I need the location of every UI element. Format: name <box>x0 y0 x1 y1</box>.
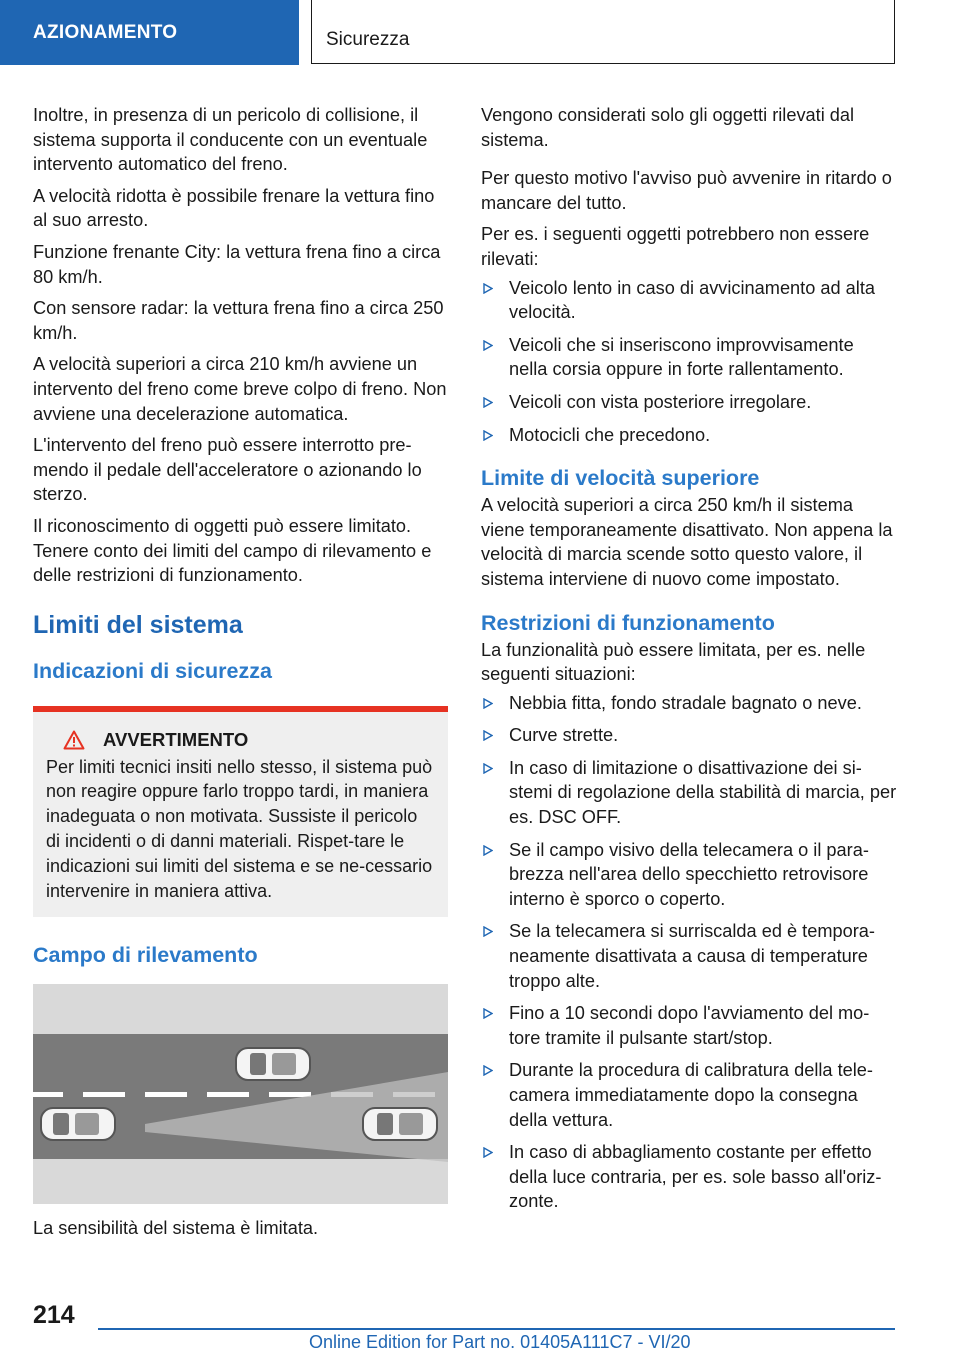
triangle-bullet-icon <box>483 397 493 408</box>
triangle-bullet-icon <box>483 763 493 774</box>
triangle-bullet-icon <box>483 926 493 937</box>
list-item: Se il campo visivo della telecamera o il para-brezza nell'area dello specchietto retrovisore interno è sporco o coperto. <box>481 838 897 912</box>
chapter-tab: AZIONAMENTO <box>0 0 299 65</box>
list-item: In caso di abbagliamento costante per effetto della luce contraria, per es. sole basso all'oriz-zonte. <box>481 1140 897 1214</box>
list-item: Durante la procedura di calibratura della tele-camera immediatamente dopo la consegna della vettura. <box>481 1058 897 1132</box>
paragraph: Inoltre, in presenza di un pericolo di collisione, il sistema supporta il conducente con un eventuale intervento automatico del freno. <box>33 105 428 175</box>
heading-system-limits: Limiti del sistema <box>33 610 243 639</box>
paragraph: L'intervento del freno può essere interrotto pre-mendo il pedale dell'acceleratore o azionando lo sterzo. <box>33 435 422 505</box>
warning-box <box>33 706 448 918</box>
triangle-bullet-icon <box>483 730 493 741</box>
list-item: Nebbia fitta, fondo stradale bagnato o neve. <box>481 691 897 716</box>
paragraph: A velocità superiori a circa 210 km/h avviene un intervento del freno come breve colpo di freno. Non avviene una decelerazione automatica. <box>33 354 447 424</box>
triangle-bullet-icon <box>483 1147 493 1158</box>
paragraph: Vengono considerati solo gli oggetti rilevati dal sistema. <box>481 105 855 150</box>
car-icon <box>363 1108 437 1140</box>
list-item: Veicoli che si inseriscono improvvisamente nella corsia oppure in forte rallentamento. <box>481 333 897 382</box>
paragraph: A velocità ridotta è possibile frenare la vettura fino al suo arresto. <box>33 185 435 231</box>
warning-text: Per limiti tecnici insiti nello stesso, il sistema può non reagire oppure farlo troppo tardi, in maniera inadeguata o non motivata. Sussiste il pericolo di incidenti o di danni materiali. Rispet-tare le indicazioni sui limiti del sistema e se ne-cessario intervenire in maniera attiva. <box>46 756 433 901</box>
paragraph: A velocità superiori a circa 250 km/h il sistema viene temporaneamente disattivato. Non appena la velocità di marcia scende sotto questo valore, il sistema interviene di nuovo come impostato. <box>481 495 893 589</box>
paragraph: Per es. i seguenti oggetti potrebbero non essere rilevati: <box>481 224 870 269</box>
list-item: Curve strette. <box>481 723 897 748</box>
triangle-bullet-icon <box>483 283 493 294</box>
paragraph: Il riconoscimento di oggetti può essere limitato. Tenere conto dei limiti del campo di rilevamento e delle restrizioni di funzionamento. <box>33 515 432 586</box>
heading-safety-notes: Indicazioni di sicurezza <box>33 658 272 683</box>
section-title: Sicurezza <box>311 0 895 64</box>
detection-range-illustration <box>33 984 448 1204</box>
page-number: 214 <box>33 1301 75 1329</box>
paragraph: La funzionalità può essere limitata, per es. nelle seguenti situazioni: <box>481 639 866 685</box>
list-item: Fino a 10 secondi dopo l'avviamento del mo-tore tramite il pulsante start/stop. <box>481 1001 897 1050</box>
undetected-objects-list <box>481 276 897 448</box>
list-item: Motocicli che precedono. <box>481 423 897 448</box>
triangle-bullet-icon <box>483 1065 493 1076</box>
warning-triangle-icon <box>63 730 85 750</box>
left-column <box>33 103 449 1248</box>
paragraph: Per questo motivo l'avviso può avvenire in ritardo o mancare del tutto. <box>481 168 892 213</box>
paragraph: Con sensore radar: la vettura frena fino a circa 250 km/h. <box>33 298 444 343</box>
paragraph: Funzione frenante City: la vettura frena fino a circa 80 km/h. <box>33 241 441 287</box>
figure-caption: La sensibilità del sistema è limitata. <box>33 1218 319 1239</box>
list-item: Se la telecamera si surriscalda ed è tempora-neamente disattivata a causa di temperature troppo alte. <box>481 919 897 993</box>
right-column <box>481 103 897 1222</box>
restrictions-list <box>481 691 897 1214</box>
warning-title: AVVERTIMENTO <box>63 729 435 751</box>
edition-info: Online Edition for Part no. 01405A111C7 - VI/20 <box>309 1332 691 1352</box>
triangle-bullet-icon <box>483 1008 493 1019</box>
footer-divider <box>98 1328 895 1330</box>
heading-upper-speed-limit: Limite di velocità superiore <box>481 466 760 491</box>
heading-function-restrictions: Restrizioni di funzionamento <box>481 610 775 635</box>
list-item: Veicoli con vista posteriore irregolare. <box>481 390 897 415</box>
triangle-bullet-icon <box>483 430 493 441</box>
triangle-bullet-icon <box>483 698 493 709</box>
list-item: Veicolo lento in caso di avvicinamento ad alta velocità. <box>481 276 897 325</box>
heading-detection-range: Campo di rilevamento <box>33 943 258 968</box>
car-icon <box>41 1108 115 1140</box>
triangle-bullet-icon <box>483 340 493 351</box>
list-item: In caso di limitazione o disattivazione dei si-stemi di regolazione della stabilità di marcia, per es. DSC OFF. <box>481 756 897 830</box>
triangle-bullet-icon <box>483 845 493 856</box>
car-icon <box>236 1048 310 1080</box>
